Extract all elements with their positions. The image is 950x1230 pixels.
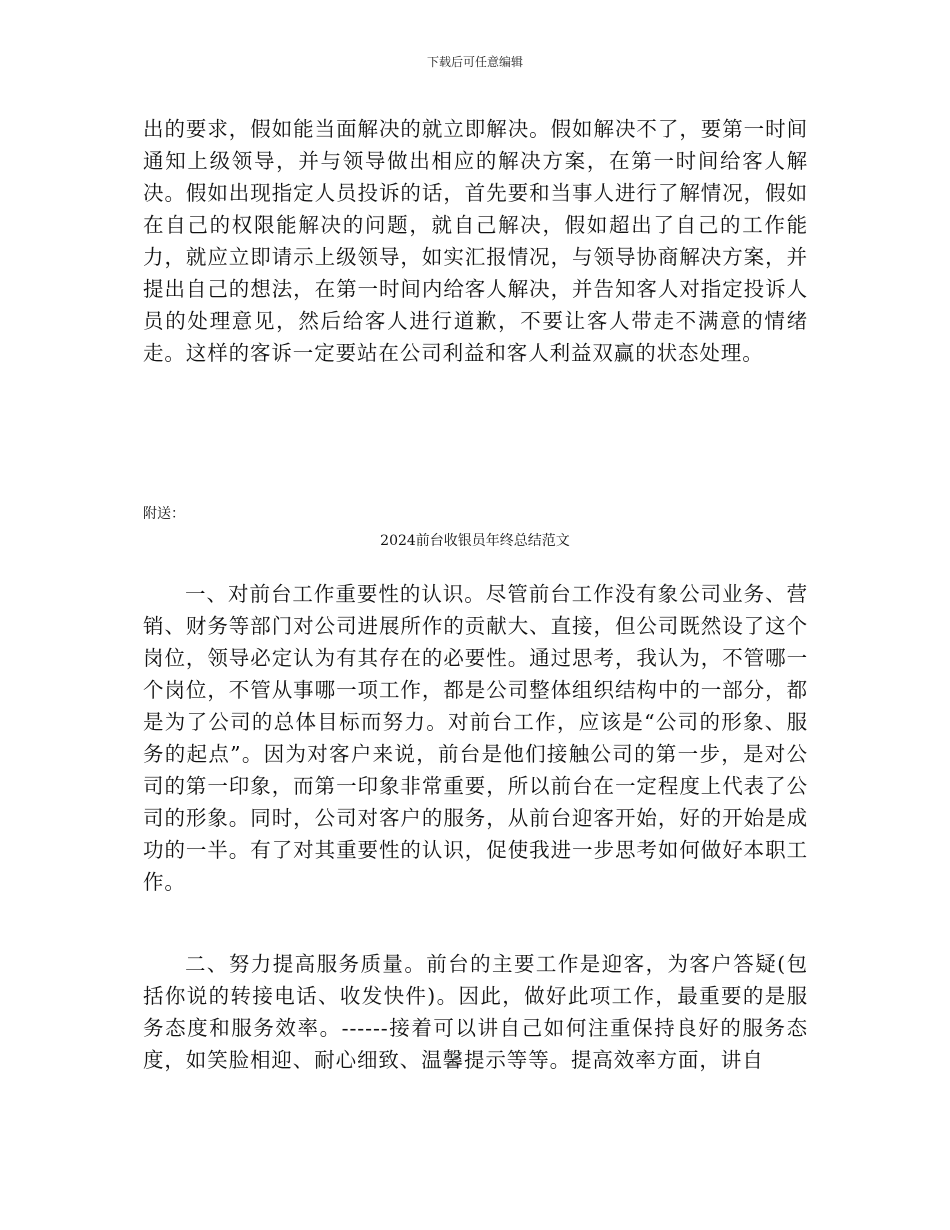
paragraph-complaint-handling: 出的要求，假如能当面解决的就立即解决。假如解决不了，要第一时间通知上级领导，并与领导做出相应的解决方案，在第一时间给客人解决。假如出现指定人员投诉的话，首先要和当事人进行了解情况，假如在自己的权限能解决的问题，就自己解决，假如超出了自己的工作能力，就应立即请示上级领导，如实汇报情况，与领导协商解决方案，并提出自己的想法，在第一时间内给客人解决，并告知客人对指定投诉人员的处理意见，然后给客人进行道歉，不要让客人带走不满意的情绪走。这样的客诉一定要站在公司利益和客人利益双赢的状态处理。 [143,117,808,365]
section-title: 2024前台收银员年终总结范文 [380,533,570,549]
page-header: 下载后可任意编辑 [426,55,523,69]
paragraph-section-two: 二、努力提高服务质量。前台的主要工作是迎客，为客户答疑(包括你说的转接电话、收发快件)。因此，做好此项工作，最重要的是服务态度和服务效率。------接着可以讲自己如何注重保持良好的服务态度，如笑脸相迎、耐心细致、温馨提示等等。提高效率方面，讲自 [143,952,808,1072]
paragraph-section-one: 一、对前台工作重要性的认识。尽管前台工作没有象公司业务、营销、财务等部门对公司进展所作的贡献大、直接，但公司既然设了这个岗位，领导必定认为有其存在的必要性。通过思考，我认为，不管哪一个岗位，不管从事哪一项工作，都是公司整体组织结构中的一部分，都是为了公司的总体目标而努力。对前台工作，应该是“公司的形象、服务的起点”。因为对客户来说，前台是他们接触公司的第一步，是对公司的第一印象，而第一印象非常重要，所以前台在一定程度上代表了公司的形象。同时，公司对客户的服务，从前台迎客开始，好的开始是成功的一半。有了对其重要性的认识，促使我进一步思考如何做好本职工作。 [143,582,808,894]
attachment-label: 附送： [143,506,185,522]
